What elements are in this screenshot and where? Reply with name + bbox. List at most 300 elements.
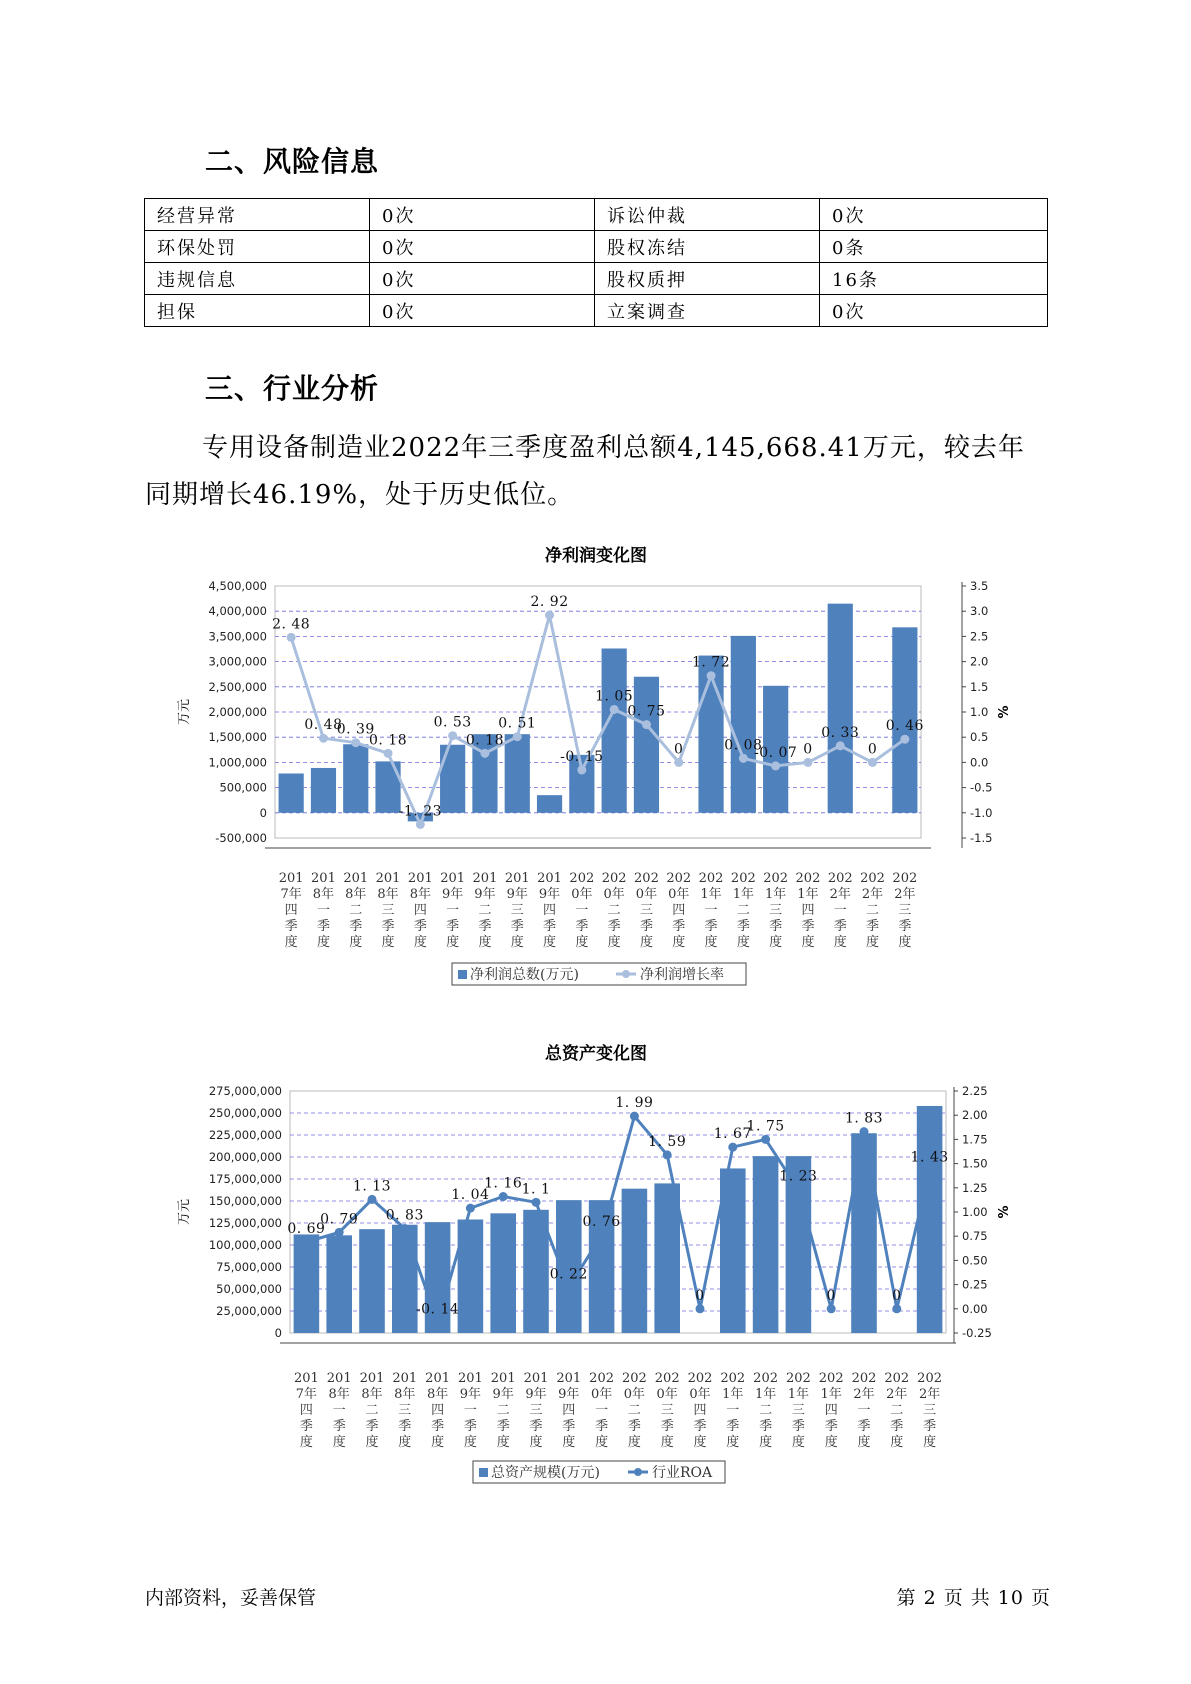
x-tick-label-part: 度 xyxy=(365,1435,379,1450)
x-tick-label-part: 2年 xyxy=(829,887,851,902)
bar xyxy=(343,744,368,813)
line-point xyxy=(610,705,619,714)
x-tick-label-part: 8年 xyxy=(345,887,367,902)
x-tick-label-part: 季 xyxy=(562,1419,576,1434)
y-tick-label: 2,500,000 xyxy=(208,679,267,694)
table-cell-value: 0次 xyxy=(370,231,595,263)
line-point xyxy=(771,761,780,770)
table-cell-label: 担保 xyxy=(145,295,370,327)
line-point xyxy=(564,1283,573,1292)
x-tick-label-part: 季 xyxy=(866,919,880,934)
line-point xyxy=(577,765,586,774)
bar xyxy=(622,1189,648,1333)
line-point xyxy=(739,754,748,763)
legend-item: 净利润增长率 xyxy=(640,967,724,983)
table-row xyxy=(145,295,1048,327)
x-tick-label-part: 度 xyxy=(381,935,395,950)
x-tick-label-part: 季 xyxy=(791,1419,805,1434)
x-tick-label xyxy=(343,871,368,950)
x-tick-label-part: 度 xyxy=(431,1435,445,1450)
x-tick-label-part: 四 xyxy=(284,903,298,918)
x-tick-label xyxy=(556,1371,581,1450)
data-label: 1. 1 xyxy=(521,1181,551,1198)
x-tick-label-part: 季 xyxy=(627,1419,641,1434)
y2-tick-label: 3.5 xyxy=(970,579,989,593)
x-tick-label-part: 度 xyxy=(824,1435,838,1450)
line-point xyxy=(597,1231,606,1240)
legend-item: 总资产规模(万元) xyxy=(491,1465,600,1481)
x-tick-label-part: 201 xyxy=(504,871,530,886)
x-tick-label-part: 三 xyxy=(381,903,395,918)
data-label: 1. 72 xyxy=(691,654,731,671)
x-tick-label-part: 0年 xyxy=(623,1387,646,1402)
bar xyxy=(753,1156,779,1333)
x-tick-label xyxy=(819,1371,844,1450)
line-point xyxy=(335,1228,344,1237)
total-assets-chart xyxy=(0,1036,1191,1506)
legend-line-marker xyxy=(634,1468,642,1476)
data-label: 1. 13 xyxy=(352,1178,392,1195)
x-tick-label xyxy=(655,1371,680,1450)
x-tick-label-part: 2年 xyxy=(894,887,916,902)
x-tick-label-part: 季 xyxy=(693,1419,707,1434)
data-label: 0. 51 xyxy=(498,715,537,732)
x-tick-label-part: 季 xyxy=(890,1419,904,1434)
x-tick-label-part: 二 xyxy=(627,1403,641,1418)
x-tick-label-part: 9年 xyxy=(492,1387,514,1402)
x-tick-label-part: 季 xyxy=(529,1419,543,1434)
line-point xyxy=(448,731,457,740)
x-tick-label xyxy=(688,1371,713,1450)
x-tick-label-part: 202 xyxy=(589,1371,615,1386)
data-label: 0. 48 xyxy=(304,717,343,734)
risk-info-table xyxy=(144,198,1048,327)
x-tick-label-part: 202 xyxy=(795,871,821,886)
x-tick-label-part: 一 xyxy=(446,903,460,918)
line-point xyxy=(900,735,909,744)
y-tick-label: 250,000,000 xyxy=(208,1106,282,1120)
x-tick-label-part: 二 xyxy=(607,903,621,918)
data-label: 0. 08 xyxy=(724,737,763,754)
data-label: 0. 75 xyxy=(627,703,666,720)
table-cell-value: 0条 xyxy=(820,231,1048,263)
y-tick-label: 3,500,000 xyxy=(208,629,267,644)
x-tick-label-part: 度 xyxy=(923,1435,937,1450)
data-label: 0. 69 xyxy=(287,1221,326,1238)
section-heading-risk: 二、风险信息 xyxy=(205,145,380,178)
x-tick-label-part: 二 xyxy=(349,903,363,918)
x-tick-label-part: 四 xyxy=(299,1403,313,1418)
data-label: 0. 76 xyxy=(582,1214,621,1231)
legend-item: 净利润总数(万元) xyxy=(470,967,579,983)
line-point xyxy=(302,1238,311,1247)
x-tick-label-part: 7年 xyxy=(280,887,302,902)
x-tick-label-part: 一 xyxy=(575,903,589,918)
x-tick-label xyxy=(473,871,498,950)
x-tick-label-part: 1年 xyxy=(797,887,819,902)
x-tick-label-part: 度 xyxy=(316,935,330,950)
x-tick-label-part: 三 xyxy=(791,1403,805,1418)
y2-tick-label: 1.00 xyxy=(962,1205,988,1219)
x-tick-label-part: 202 xyxy=(730,871,756,886)
x-tick-label-part: 202 xyxy=(818,1371,844,1386)
x-tick-label-part: 季 xyxy=(478,919,492,934)
y-tick-label: -500,000 xyxy=(215,831,267,845)
x-tick-label-part: 一 xyxy=(463,1403,477,1418)
y2-axis-label: % xyxy=(997,705,1012,719)
x-tick-label xyxy=(731,871,756,950)
x-tick-label-part: 202 xyxy=(851,1371,877,1386)
x-tick-label-part: 8年 xyxy=(328,1387,350,1402)
legend-bar-swatch xyxy=(458,970,467,979)
table-cell-label: 股权冻结 xyxy=(595,231,820,263)
x-tick-label-part: 一 xyxy=(726,1403,740,1418)
data-label: 1. 83 xyxy=(844,1110,884,1127)
x-tick-label-part: 0年 xyxy=(689,1387,711,1402)
x-tick-label-part: 1年 xyxy=(765,887,787,902)
x-tick-label xyxy=(458,1371,483,1450)
x-tick-label-part: 季 xyxy=(639,919,653,934)
y-tick-label: 225,000,000 xyxy=(208,1128,282,1142)
y-tick-label: 3,000,000 xyxy=(208,654,267,669)
data-label: 1. 75 xyxy=(746,1118,785,1135)
x-tick-label-part: 季 xyxy=(398,1419,412,1434)
x-tick-label-part: 度 xyxy=(446,935,460,950)
y-tick-label: 4,000,000 xyxy=(208,604,267,619)
data-label: 1. 05 xyxy=(595,688,634,705)
x-tick-label-part: 0年 xyxy=(571,887,593,902)
bar xyxy=(440,745,465,813)
x-tick-label-part: 201 xyxy=(278,871,304,886)
y-tick-label: 100,000,000 xyxy=(208,1238,282,1252)
y2-tick-label: 0.50 xyxy=(962,1253,988,1268)
x-tick-label-part: 度 xyxy=(463,1435,477,1450)
x-tick-label-part: 7年 xyxy=(295,1387,318,1402)
bar xyxy=(537,795,562,813)
data-label: 2. 92 xyxy=(530,594,569,611)
table-cell-label: 立案调查 xyxy=(595,295,820,327)
bar xyxy=(602,648,627,812)
x-tick-label-part: 三 xyxy=(923,1403,937,1418)
x-tick-label-part: 201 xyxy=(343,871,369,886)
line-point xyxy=(868,758,877,767)
line-point xyxy=(513,732,522,741)
x-tick-label-part: 度 xyxy=(791,1435,805,1450)
x-tick-label-part: 二 xyxy=(890,1403,904,1418)
data-label: -0. 15 xyxy=(560,748,604,765)
y-tick-label: 0 xyxy=(274,1326,282,1340)
x-tick-label-part: 9年 xyxy=(506,887,528,902)
line-point xyxy=(663,1150,672,1159)
x-tick-label-part: 四 xyxy=(543,903,557,918)
x-tick-label xyxy=(884,1371,909,1450)
bar xyxy=(326,1235,352,1333)
x-tick-label-part: 202 xyxy=(569,871,595,886)
net-profit-chart xyxy=(0,538,1191,1008)
data-label: 1. 43 xyxy=(910,1149,949,1166)
x-tick-label-part: 度 xyxy=(639,935,653,950)
x-tick-label-part: 0年 xyxy=(668,887,690,902)
footer-confidential-note: 内部资料，妥善保管 xyxy=(145,1587,317,1609)
x-tick-label-part: 9年 xyxy=(538,887,561,902)
x-tick-label-part: 度 xyxy=(543,935,557,950)
x-tick-label xyxy=(408,871,433,950)
y-tick-label: 175,000,000 xyxy=(208,1172,282,1186)
x-tick-label-part: 季 xyxy=(510,919,524,934)
x-tick-label-part: 度 xyxy=(595,1435,609,1450)
x-tick-label xyxy=(505,871,530,950)
x-tick-label-part: 度 xyxy=(898,935,912,950)
x-tick-label-part: 度 xyxy=(529,1435,543,1450)
x-tick-label xyxy=(602,871,627,950)
x-tick-label-part: 2年 xyxy=(918,1387,941,1402)
data-label: 0 xyxy=(695,1287,705,1304)
y-tick-label: 75,000,000 xyxy=(216,1260,282,1274)
bar xyxy=(359,1229,385,1333)
x-tick-label-part: 三 xyxy=(398,1403,412,1418)
x-tick-label-part: 202 xyxy=(917,1371,943,1386)
legend-line-marker xyxy=(622,970,630,978)
x-tick-label xyxy=(327,1371,352,1450)
data-label: 0. 22 xyxy=(549,1266,588,1283)
line-point xyxy=(860,1127,869,1136)
x-tick-label-part: 季 xyxy=(857,1419,871,1434)
x-tick-label-part: 三 xyxy=(510,903,524,918)
table-cell-label: 违规信息 xyxy=(145,263,370,295)
x-tick-label-part: 度 xyxy=(413,935,427,950)
x-tick-label xyxy=(440,871,465,950)
x-tick-label xyxy=(311,871,336,950)
x-tick-label-part: 三 xyxy=(529,1403,543,1418)
line-point xyxy=(384,749,393,758)
x-tick-label-part: 季 xyxy=(381,919,395,934)
y2-tick-label: 0.5 xyxy=(970,730,989,745)
data-label: 0. 53 xyxy=(433,714,472,731)
x-tick-label-part: 0年 xyxy=(603,887,625,902)
x-tick-label xyxy=(763,871,788,950)
x-tick-label-part: 二 xyxy=(496,1403,510,1418)
x-tick-label-part: 季 xyxy=(759,1419,773,1434)
x-tick-label-part: 二 xyxy=(736,903,750,918)
x-tick-label-part: 季 xyxy=(316,919,330,934)
x-tick-label-part: 一 xyxy=(704,903,718,918)
line-point xyxy=(836,741,845,750)
x-tick-label-part: 季 xyxy=(575,919,589,934)
x-tick-label-part: 季 xyxy=(463,1419,477,1434)
x-tick-label-part: 度 xyxy=(332,1435,346,1450)
y-tick-label: 200,000,000 xyxy=(208,1150,282,1164)
x-tick-label-part: 度 xyxy=(759,1435,773,1450)
x-tick-label-part: 季 xyxy=(496,1419,510,1434)
y2-tick-label: 1.25 xyxy=(962,1180,988,1195)
x-tick-label-part: 度 xyxy=(726,1435,740,1450)
x-tick-label-part: 202 xyxy=(753,1371,779,1386)
x-tick-label xyxy=(860,871,885,950)
data-label: 0 xyxy=(803,741,813,758)
data-label: 1. 67 xyxy=(713,1126,752,1143)
x-tick-label-part: 二 xyxy=(759,1403,773,1418)
x-tick-label xyxy=(537,871,562,950)
y2-tick-label: 2.00 xyxy=(962,1108,988,1123)
data-label: 1. 04 xyxy=(451,1187,490,1204)
x-tick-label-part: 2年 xyxy=(861,887,884,902)
y-tick-label: 1,000,000 xyxy=(208,755,267,770)
bar xyxy=(851,1133,877,1333)
x-tick-label-part: 一 xyxy=(595,1403,609,1418)
table-cell-value: 0次 xyxy=(370,295,595,327)
y2-tick-label: 1.0 xyxy=(970,705,989,719)
y-tick-label: 0 xyxy=(259,805,267,820)
x-tick-label-part: 201 xyxy=(523,1371,549,1386)
line-point xyxy=(674,758,683,767)
x-tick-label-part: 度 xyxy=(801,935,815,950)
x-tick-label xyxy=(699,871,724,950)
line-point xyxy=(368,1195,377,1204)
data-label: 0. 18 xyxy=(465,732,505,749)
y-tick-label: 4,500,000 xyxy=(208,579,267,593)
x-tick-label-part: 四 xyxy=(693,1403,707,1418)
x-tick-label-part: 8年 xyxy=(409,887,431,902)
line-point xyxy=(630,1112,639,1121)
x-tick-label-part: 四 xyxy=(562,1403,576,1418)
x-tick-label xyxy=(491,1371,516,1450)
table-cell-label: 股权质押 xyxy=(595,263,820,295)
x-tick-label-part: 202 xyxy=(892,871,918,886)
x-tick-label-part: 2年 xyxy=(853,1387,875,1402)
x-tick-label xyxy=(786,1371,811,1450)
x-tick-label xyxy=(360,1371,385,1450)
line-point xyxy=(642,720,651,729)
bar xyxy=(490,1213,516,1333)
x-tick-label-part: 季 xyxy=(704,919,718,934)
x-tick-label-part: 度 xyxy=(857,1435,871,1450)
x-tick-label-part: 201 xyxy=(457,1371,483,1386)
x-tick-label-part: 8年 xyxy=(377,887,399,902)
x-tick-label xyxy=(279,871,304,950)
y-tick-label: 125,000,000 xyxy=(208,1216,282,1230)
x-tick-label-part: 1年 xyxy=(787,1387,810,1402)
x-tick-label-part: 202 xyxy=(720,1371,746,1386)
x-tick-label-part: 202 xyxy=(634,871,659,886)
x-tick-label-part: 202 xyxy=(601,871,627,886)
x-tick-label-part: 二 xyxy=(365,1403,379,1418)
x-tick-label-part: 季 xyxy=(446,919,460,934)
line-point xyxy=(319,734,328,743)
y2-tick-label: 3.0 xyxy=(970,604,989,619)
x-tick-label xyxy=(524,1371,549,1450)
x-tick-label-part: 季 xyxy=(332,1419,346,1434)
x-tick-label xyxy=(589,1371,614,1450)
line-point xyxy=(728,1143,737,1152)
y2-tick-label: 1.5 xyxy=(970,679,989,694)
line-point xyxy=(287,633,296,642)
x-tick-label-part: 201 xyxy=(359,1371,385,1386)
x-tick-label xyxy=(720,1371,745,1450)
x-tick-label-part: 度 xyxy=(575,935,589,950)
industry-summary-paragraph: 专用设备制造业2022年三季度盈利总额4,145,668.41万元，较去年同期增长46.19%，处于历史低位。 xyxy=(145,433,1025,510)
x-tick-label xyxy=(892,871,917,950)
y-axis-label: 万元 xyxy=(177,698,192,726)
x-tick-label xyxy=(622,1371,647,1450)
x-tick-label-part: 8年 xyxy=(312,887,335,902)
x-tick-label-part: 四 xyxy=(431,1403,445,1418)
bar xyxy=(505,734,530,813)
x-tick-label xyxy=(569,871,594,950)
y2-tick-label: 0.00 xyxy=(962,1301,988,1316)
line-point xyxy=(794,1185,803,1194)
data-label: 0 xyxy=(674,741,684,758)
x-tick-label-part: 202 xyxy=(698,871,724,886)
x-tick-label xyxy=(425,1371,450,1450)
x-tick-label-part: 201 xyxy=(392,1371,418,1386)
x-tick-label-part: 四 xyxy=(824,1403,838,1418)
x-tick-label-part: 季 xyxy=(736,919,750,934)
x-tick-label-part: 0年 xyxy=(656,1387,678,1402)
x-tick-label-part: 度 xyxy=(284,935,298,950)
x-tick-label-part: 201 xyxy=(490,1371,516,1386)
x-tick-label-part: 202 xyxy=(827,871,853,886)
x-tick-label-part: 1年 xyxy=(732,887,754,902)
line-point xyxy=(925,1166,934,1175)
x-tick-label-part: 8年 xyxy=(426,1387,449,1402)
data-label: -1. 23 xyxy=(398,803,443,820)
data-label: -0. 14 xyxy=(415,1301,460,1318)
y2-axis-label: % xyxy=(997,1205,1012,1219)
x-tick-label-part: 三 xyxy=(660,1403,674,1418)
section-heading-industry: 三、行业分析 xyxy=(205,372,380,405)
x-tick-label-part: 季 xyxy=(898,919,912,934)
data-label: 1. 23 xyxy=(779,1168,818,1185)
x-tick-label-part: 0年 xyxy=(635,887,658,902)
x-tick-label-part: 三 xyxy=(898,903,912,918)
table-row xyxy=(145,263,1048,295)
table-cell-label: 诉讼仲裁 xyxy=(595,199,820,231)
line-point xyxy=(892,1304,901,1313)
x-tick-label-part: 度 xyxy=(833,935,847,950)
x-tick-label xyxy=(666,871,691,950)
x-tick-label xyxy=(917,1371,942,1450)
x-tick-label-part: 季 xyxy=(543,919,557,934)
x-tick-label-part: 度 xyxy=(866,935,880,950)
x-tick-label-part: 度 xyxy=(736,935,750,950)
table-cell-label: 经营异常 xyxy=(145,199,370,231)
x-tick-label-part: 一 xyxy=(833,903,847,918)
x-tick-label-part: 202 xyxy=(860,871,885,886)
y2-tick-label: 1.75 xyxy=(962,1132,988,1147)
x-tick-label-part: 季 xyxy=(365,1419,379,1434)
y2-tick-label: 2.25 xyxy=(962,1084,988,1098)
y2-tick-label: -0.5 xyxy=(970,780,993,795)
x-tick-label-part: 201 xyxy=(556,1371,582,1386)
x-tick-label-part: 2年 xyxy=(886,1387,908,1402)
x-tick-label-part: 季 xyxy=(726,1419,740,1434)
legend xyxy=(473,1461,725,1483)
y2-tick-label: 2.0 xyxy=(970,654,989,669)
table-cell-value: 0次 xyxy=(820,199,1048,231)
x-tick-label-part: 季 xyxy=(801,919,815,934)
table-cell-label: 环保处罚 xyxy=(145,231,370,263)
line-point xyxy=(696,1304,705,1313)
x-tick-label xyxy=(753,1371,778,1450)
y2-tick-label: -0.25 xyxy=(962,1326,992,1340)
data-label: 0. 83 xyxy=(385,1207,424,1224)
x-tick-label-part: 季 xyxy=(607,919,621,934)
y-tick-label: 1,500,000 xyxy=(208,730,267,745)
x-tick-label-part: 季 xyxy=(660,1419,674,1434)
table-cell-value: 0次 xyxy=(370,263,595,295)
x-tick-label-part: 度 xyxy=(660,1435,674,1450)
x-tick-label-part: 202 xyxy=(884,1371,910,1386)
